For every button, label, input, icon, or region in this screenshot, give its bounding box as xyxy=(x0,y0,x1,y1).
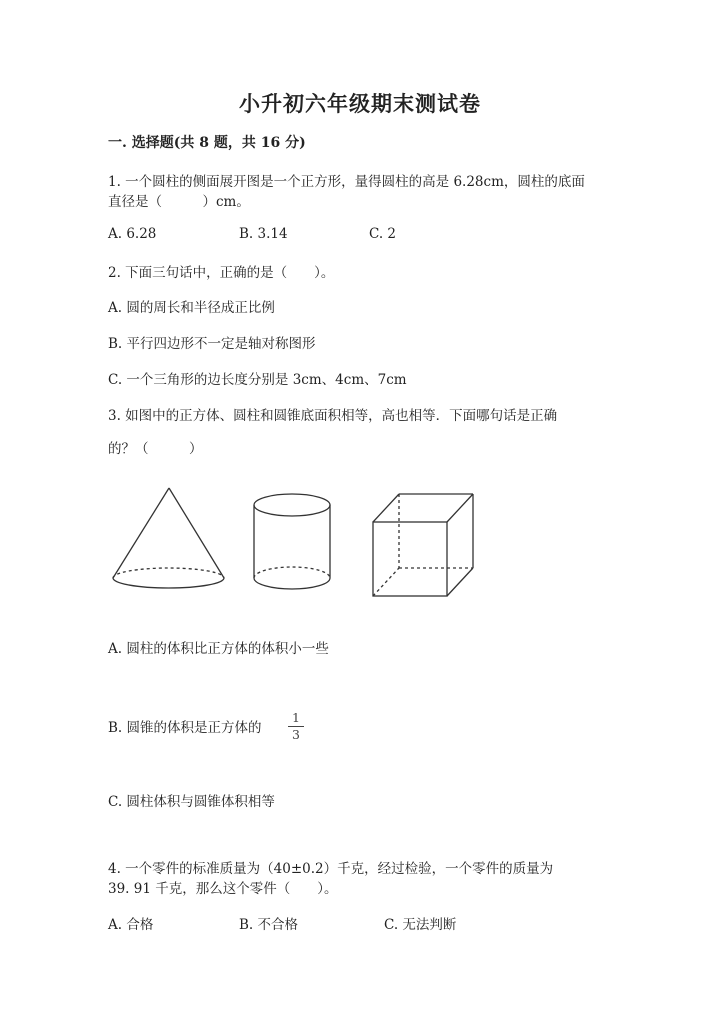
cylinder-figure xyxy=(249,490,337,598)
q1-option-b: B. 3.14 xyxy=(239,226,288,242)
fraction-one-third xyxy=(288,711,304,742)
q3-option-b: B. 圆锥的体积是正方体的 xyxy=(108,720,262,736)
cone-figure xyxy=(108,484,230,596)
q2-option-a: A. 圆的周长和半径成正比例 xyxy=(108,300,275,316)
q1-option-a: A. 6.28 xyxy=(108,226,157,242)
q4-option-c: C. 无法判断 xyxy=(384,917,457,933)
q2-option-b: B. 平行四边形不一定是轴对称图形 xyxy=(108,336,316,352)
q2-option-c: C. 一个三角形的边长度分别是 3cm、4cm、7cm xyxy=(108,372,407,388)
q4-stem-line2: 39. 91 千克，那么这个零件（ ）。 xyxy=(108,881,338,897)
page-title: 小升初六年级期末测试卷 xyxy=(239,91,481,116)
fraction-denominator: 3 xyxy=(292,727,300,742)
q2-stem: 2. 下面三句话中，正确的是（ ）。 xyxy=(108,265,335,281)
q4-stem-line1: 4. 一个零件的标准质量为（40±0.2）千克，经过检验，一个零件的质量为 xyxy=(108,861,554,877)
fraction-numerator: 1 xyxy=(292,710,300,725)
q3-stem-line2: 的？（ ） xyxy=(108,441,203,457)
q4-option-a: A. 合格 xyxy=(108,917,154,933)
q3-option-a: A. 圆柱的体积比正方体的体积小一些 xyxy=(108,641,329,657)
q3-option-c: C. 圆柱体积与圆锥体积相等 xyxy=(108,794,275,810)
q1-option-c: C. 2 xyxy=(369,226,397,242)
q1-stem-line2: 直径是（ ）cm。 xyxy=(108,194,250,210)
q1-stem-line1: 1. 一个圆柱的侧面展开图是一个正方形，量得圆柱的高是 6.28cm，圆柱的底面 xyxy=(108,174,585,190)
section-heading: 一. 选择题(共 8 题，共 16 分) xyxy=(108,135,306,151)
q3-stem-line1: 3. 如图中的正方体、圆柱和圆锥底面积相等，高也相等．下面哪句话是正确 xyxy=(108,408,558,424)
cube-figure xyxy=(369,490,479,602)
q4-option-b: B. 不合格 xyxy=(239,917,299,933)
